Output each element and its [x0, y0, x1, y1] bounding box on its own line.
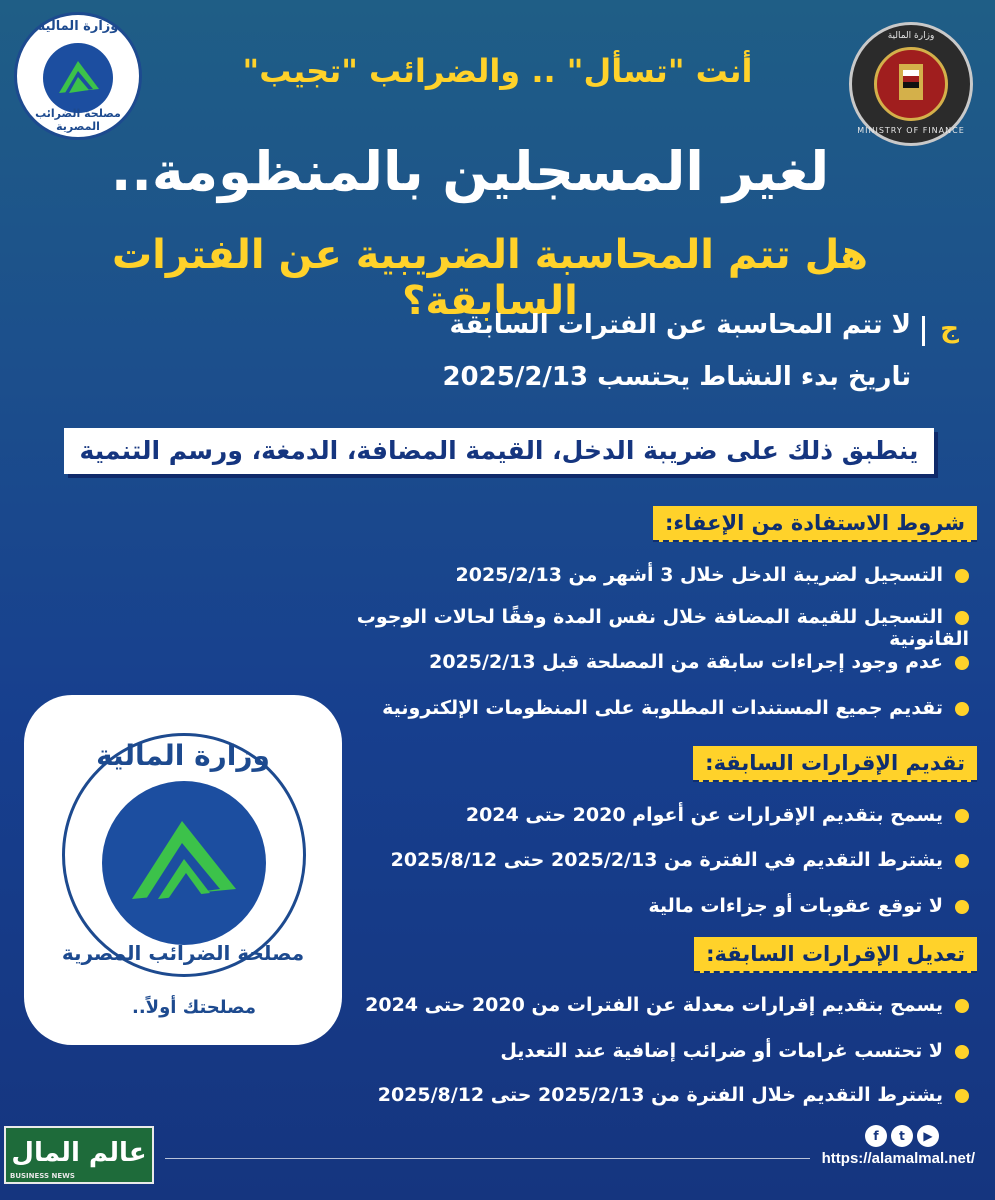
list-item: [309, 606, 969, 650]
footer-divider: [165, 1158, 810, 1159]
answer-mark: ج: [940, 314, 959, 344]
youtube-icon[interactable]: ▶: [917, 1125, 939, 1147]
app-icon-top-text: وزارة المالية: [96, 739, 270, 772]
app-icon-emblem: [102, 781, 266, 945]
answer-line-2: تاريخ بدء النشاط يحتسب 2025/2/13: [442, 362, 911, 392]
ministry-of-finance-seal: [849, 22, 973, 146]
list-item: [309, 994, 969, 1016]
left-seal-top-text: وزارة المالية: [37, 19, 119, 34]
facebook-icon[interactable]: f: [865, 1125, 887, 1147]
bullet-icon: [955, 854, 969, 868]
list-item-text: يسمح بتقديم الإقرارات عن أعوام 2020 حتى 2024: [465, 804, 943, 826]
applies-banner: ينطبق ذلك على ضريبة الدخل، القيمة المضافة، الدمغة، ورسم التنمية: [64, 428, 934, 474]
list-item: [309, 697, 969, 719]
tax-authority-seal: [14, 12, 142, 140]
answer-line-1: لا تتم المحاسبة عن الفترات السابقة: [449, 310, 911, 340]
section-label-exemption: شروط الاستفادة من الإعفاء:: [653, 506, 977, 542]
bullet-icon: [955, 1089, 969, 1103]
brand-name: عالم المال: [11, 1138, 147, 1168]
twitter-icon[interactable]: t: [891, 1125, 913, 1147]
tax-authority-app-icon: [24, 695, 342, 1045]
bullet-icon: [955, 999, 969, 1013]
right-seal-bottom-text: MINISTRY OF FINANCE: [857, 126, 965, 135]
right-seal-top-text: وزارة المالية: [887, 31, 935, 41]
list-item: [309, 1040, 969, 1062]
bullet-icon: [955, 900, 969, 914]
brand-subtitle: BUSINESS NEWS: [10, 1172, 75, 1180]
list-item-text: عدم وجود إجراءات سابقة من المصلحة قبل 2025/2/13: [429, 651, 943, 673]
list-item: [309, 849, 969, 871]
list-item-text: لا توقع عقوبات أو جزاءات مالية: [648, 895, 943, 917]
bullet-icon: [955, 1045, 969, 1059]
bullet-icon: [955, 611, 969, 625]
answer-divider: [922, 316, 925, 346]
left-seal-emblem: [43, 43, 113, 113]
list-item-text: التسجيل لضريبة الدخل خلال 3 أشهر من 2025/2/13: [455, 564, 943, 586]
app-icon-bottom-text: مصلحة الضرائب المصرية: [61, 941, 305, 965]
question-title: هل تتم المحاسبة الضريبية عن الفترات السابقة؟: [111, 232, 868, 324]
list-item: [309, 651, 969, 673]
list-item-text: يسمح بتقديم إقرارات معدلة عن الفترات من 2020 حتى 2024: [365, 994, 943, 1016]
bullet-icon: [955, 809, 969, 823]
bullet-icon: [955, 702, 969, 716]
app-icon-slogan: مصلحتك أولاً..: [131, 997, 256, 1018]
list-item: [309, 895, 969, 917]
list-item-text: يشترط التقديم في الفترة من 2025/2/13 حتى 2025/8/12: [390, 849, 943, 871]
section-label-amended-returns: تعديل الإقرارات السابقة:: [694, 937, 977, 973]
eagle-emblem-icon: [874, 47, 948, 121]
list-item-text: التسجيل للقيمة المضافة خلال نفس المدة وفقًا لحالات الوجوب القانونية: [356, 606, 969, 650]
website-link[interactable]: https://alamalmal.net/: [821, 1150, 975, 1167]
list-item-text: تقديم جميع المستندات المطلوبة على المنظومات الإلكترونية: [382, 697, 943, 719]
alamalmal-logo: [4, 1126, 154, 1184]
bullet-icon: [955, 569, 969, 583]
pyramid-icon: [43, 43, 113, 113]
list-item-text: لا تحتسب غرامات أو ضرائب إضافية عند التعديل: [500, 1040, 943, 1062]
list-item-text: يشترط التقديم خلال الفترة من 2025/2/13 حتى 2025/8/12: [377, 1084, 943, 1106]
bullet-icon: [955, 656, 969, 670]
header-tagline: أنت "تسأل" .. والضرائب "تجيب": [242, 52, 753, 90]
section-label-prior-returns: تقديم الإقرارات السابقة:: [693, 746, 977, 782]
list-item: [309, 1084, 969, 1106]
list-item: [309, 564, 969, 586]
list-item: [309, 804, 969, 826]
left-seal-bottom-text: مصلحة الضرائب المصرية: [35, 107, 121, 133]
page-title: لغير المسجلين بالمنظومة..: [110, 140, 830, 203]
pyramid-icon: [102, 781, 266, 945]
